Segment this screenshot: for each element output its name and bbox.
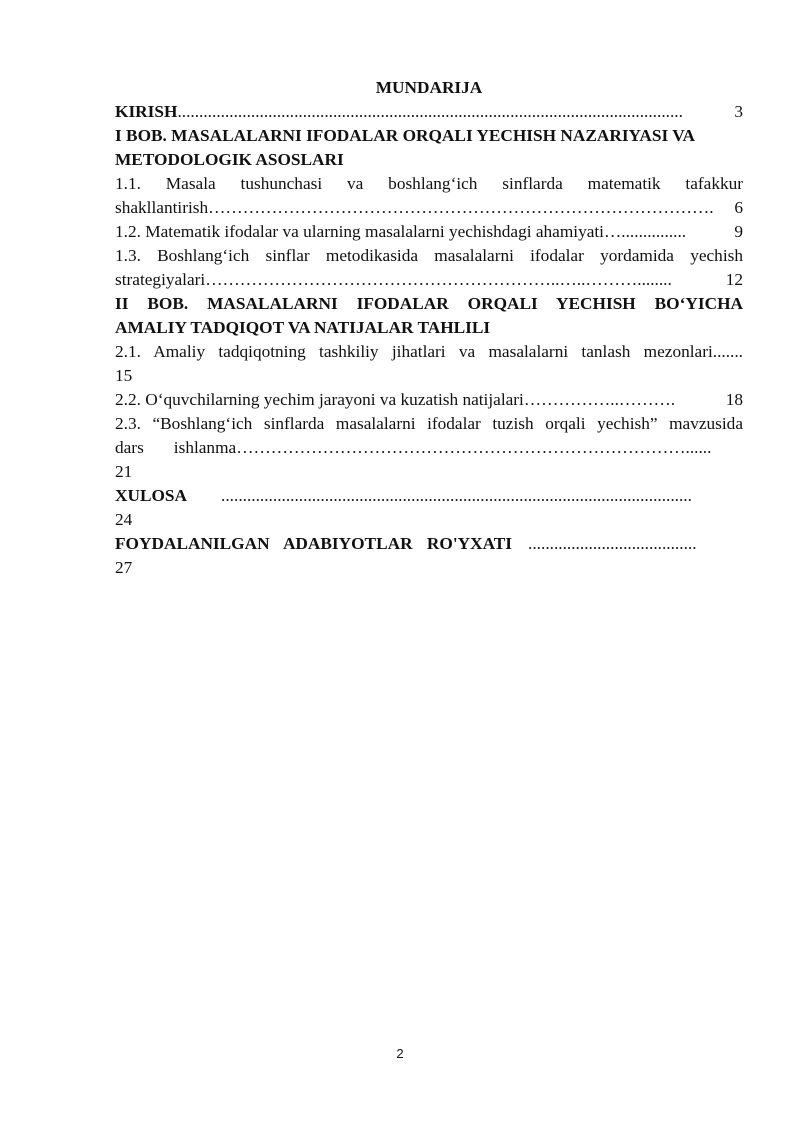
toc-page-number: 6 bbox=[734, 198, 743, 217]
toc-dot-leader: ……………………………………………………………………...... bbox=[236, 438, 712, 457]
toc-entry-1-3-line-2[interactable] bbox=[115, 268, 743, 292]
toc-page-number: 21 bbox=[115, 462, 133, 481]
toc-entry-label: KIRISH bbox=[115, 102, 178, 121]
toc-entry-2-1-line-1[interactable]: 2.1. Amaliy tadqiqotning tashkiliy jihatlari va masalalarni tanlash mezonlari....... bbox=[115, 342, 743, 361]
toc-chapter-1-line-2[interactable]: METODOLOGIK ASOSLARI bbox=[115, 150, 344, 169]
toc-chapter-2-line-2[interactable]: AMALIY TADQIQOT VA NATIJALAR TAHLILI bbox=[115, 318, 491, 337]
toc-dot-leader: …............... bbox=[604, 222, 687, 241]
toc-dot-leader: ……………………………………………………………………………. bbox=[208, 198, 714, 217]
toc-page-number: 12 bbox=[725, 270, 743, 289]
toc-entry-kirish[interactable] bbox=[115, 100, 743, 124]
toc-entry-label: shakllantirish bbox=[115, 198, 209, 217]
page-number: 2 bbox=[396, 1046, 404, 1061]
toc-entry-1-1-line-2[interactable] bbox=[115, 196, 743, 220]
toc-page-number: 18 bbox=[725, 390, 743, 409]
toc-entry-label: FOYDALANILGAN ADABIYOTLAR RO'YXATI bbox=[115, 534, 513, 553]
toc-entry-xulosa[interactable] bbox=[115, 484, 743, 508]
toc-entry-label: dars bbox=[115, 438, 144, 457]
toc-dot-leader: ……………………………………………………..…..………........ bbox=[205, 270, 672, 289]
toc-page-number: 27 bbox=[115, 558, 133, 577]
toc-page-number: 9 bbox=[734, 222, 743, 241]
toc-entry-2-2[interactable] bbox=[115, 388, 743, 412]
toc-dot-leader: ............................................................................................................. bbox=[221, 486, 692, 505]
toc-page-number: 24 bbox=[115, 510, 133, 529]
toc-page-number: 3 bbox=[734, 102, 743, 121]
toc-chapter-2-line-1[interactable]: II BOB. MASALALARNI IFODALAR ORQALI YECHISH BO‘YICHA bbox=[115, 294, 743, 313]
toc-chapter-1-line-1[interactable]: I BOB. MASALALARNI IFODALAR ORQALI YECHISH NAZARIYASI VA bbox=[115, 126, 695, 145]
toc-title: MUNDARIJA bbox=[375, 78, 483, 97]
toc-entry-2-3-line-2[interactable] bbox=[115, 436, 743, 460]
toc-page-number: 15 bbox=[115, 366, 133, 385]
toc-entry-label: strategiyalari bbox=[115, 270, 206, 289]
toc-entry-2-3-line-1[interactable]: 2.3. “Boshlang‘ich sinflarda masalalarni ifodalar tuzish orqali yechish” mavzusida bbox=[115, 414, 743, 433]
toc-entry-1-1-line-1[interactable]: 1.1. Masala tushunchasi va boshlang‘ich sinflarda matematik tafakkur bbox=[115, 174, 743, 193]
toc-dot-leader: ……………..………. bbox=[523, 390, 676, 409]
toc-entry-label: 2.2. O‘quvchilarning yechim jarayoni va kuzatish natijalari bbox=[115, 390, 524, 409]
table-of-contents bbox=[115, 76, 743, 580]
toc-entry-foydalanilgan[interactable] bbox=[115, 532, 743, 556]
toc-entry-1-2[interactable] bbox=[115, 220, 743, 244]
toc-entry-1-3-line-1[interactable]: 1.3. Boshlang‘ich sinflar metodikasida masalalarni ifodalar yordamida yechish bbox=[115, 246, 743, 265]
toc-entry-label: XULOSA bbox=[115, 486, 188, 505]
toc-entry-label: 1.2. Matematik ifodalar va ularning masalalarni yechishdagi ahamiyati bbox=[115, 222, 604, 241]
toc-dot-leader: ....................................... bbox=[528, 534, 697, 553]
toc-entry-label: ishlanma bbox=[173, 438, 237, 457]
toc-dot-leader: ..................................................................................................................... bbox=[177, 102, 683, 121]
